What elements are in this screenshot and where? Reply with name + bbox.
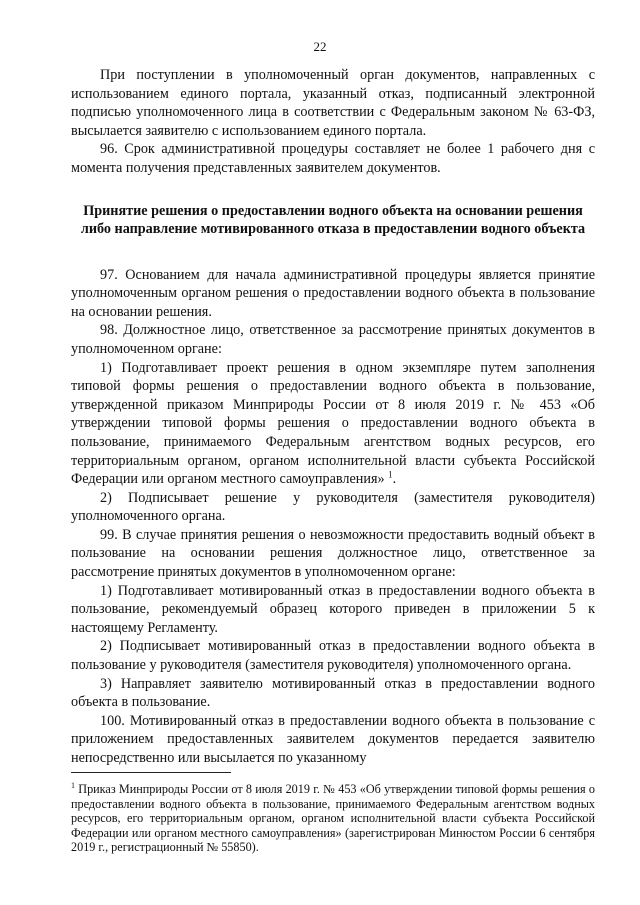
paragraph-98-item-1-text: 1) Подготавливает проект решения в одном экземпляре путем заполнения типовой формы решения о предоставлении водного объекта в пользование, утвержденной приказом Минприроды России от 8 июля 2019 г. № 453 «Об утверждении типовой формы решения о предоставлении водного объекта в пользование, принимаемого Федеральным агентством водных ресурсов, его территориальным органом, органом исполнительной власти субъекта Российской Федерации или органом местного самоуправления» [71, 359, 595, 488]
page-number: 22 [313, 39, 327, 54]
paragraph-98: 98. Должностное лицо, ответственное за рассмотрение принятых документов в уполномоченном органе: [71, 322, 595, 357]
document-body [71, 66, 595, 768]
paragraph-96: 96. Срок административной процедуры составляет не более 1 рабочего дня с момента получения представленных заявителем документов. [71, 141, 595, 176]
paragraph: При поступлении в уполномоченный орган документов, направленных с использованием единого портала, указанный отказ, подписанный электронной подписью уполномоченного лица в соответствии с Федеральным законом № 63-ФЗ, высылается заявителю с использованием единого портала. [71, 67, 595, 139]
footnote-reference: 1 [388, 469, 393, 480]
footnote-text: Приказ Минприроды России от 8 июля 2019 г. № 453 «Об утверждении типовой формы решения о предоставлении водного объекта в пользование, принимаемого Федеральным агентством водных ресурсов, его территориальным органом, органом исполнительной власти субъекта Российской Федерации или органом местного самоуправления» (зарегистрирован Минюстом России 6 сентября 2019 г., регистрационный № 55850). [71, 782, 595, 854]
paragraph-98-item-1: 1) Подготавливает проект решения в одном экземпляре путем заполнения типовой формы решения о предоставлении водного объекта в пользование, утвержденной приказом Минприроды России от 8 июля 2019 г. № 453 «Об утверждении типовой формы решения о предоставлении водного объекта в пользование, принимаемого Федеральным агентством водных ресурсов, его территориальным органом, органом исполнительной власти субъекта Российской Федерации или органом местного самоуправления» $^1$. [71, 359, 595, 488]
paragraph-99-item-3: 3) Направляет заявителю мотивированный отказ в предоставлении водного объекта в пользование. [71, 675, 595, 711]
paragraph-99-item-1: 1) Подготавливает мотивированный отказ в предоставлении водного объекта в пользование, рекомендуемый образец которого приведен в приложении 5 к настоящему Регламенту. [71, 582, 595, 636]
paragraph-98-item-2: 2) Подписывает решение у руководителя (заместителя руководителя) уполномоченного органа. [71, 489, 595, 525]
footnote-separator [71, 772, 231, 773]
footnote-mark: 1 [71, 780, 75, 790]
paragraph-100: 100. Мотивированный отказ в предоставлении водного объекта в пользование с приложением предоставленных заявителем документов передается заявителю непосредственно или высылается по указанному [71, 712, 595, 766]
paragraph-99: 99. В случае принятия решения о невозможности предоставить водный объект в пользование на основании решения должностное лицо, ответственное за рассмотрение принятых документов в уполномоченном органе: [71, 526, 595, 581]
footnote [71, 782, 595, 855]
paragraph-97: 97. Основанием для начала административной процедуры является принятие уполномоченным органом решения о предоставлении водного объекта в пользование на основании решения. [71, 266, 595, 320]
paragraph-99-item-2: 2) Подписывает мотивированный отказ в предоставлении водного объекта в пользование у руководителя (заместителя руководителя) уполномоченного органа. [71, 638, 595, 674]
section-heading: Принятие решения о предоставлении водного объекта на основании решения либо направление мотивированного отказа в предоставлении водного объекта [80, 202, 586, 237]
